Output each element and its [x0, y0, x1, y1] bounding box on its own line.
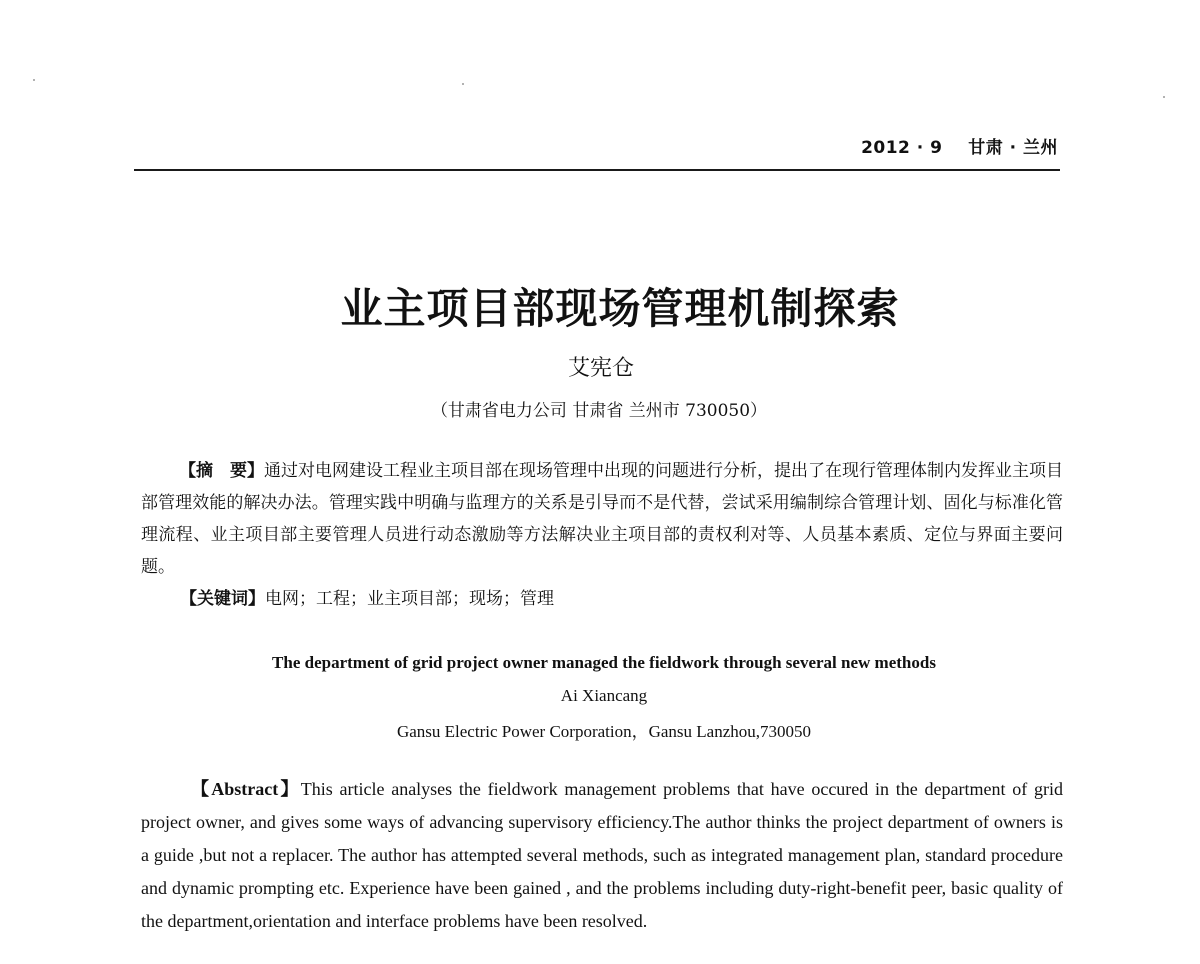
- english-abstract-label: 【Abstract】: [191, 779, 301, 799]
- author-name: 艾宪仓: [567, 356, 634, 381]
- scan-speck: [462, 83, 464, 85]
- abstract-body: 通过对电网建设工程业主项目部在现场管理中出现的问题进行分析，提出了在现行管理体制内发挥业主项目部管理效能的解决办法。管理实践中明确与监理方的关系是引导而不是代替，尝试采用编制综合管理计划、固化与标准化管理流程、业主项目部主要管理人员进行动态激励等方法解决业主项目部的责权利对等、人员基本素质、定位与界面主要问题。: [141, 461, 1063, 577]
- english-abstract-body: This article analyses the fieldwork management problems that have occured in the department of grid project owner, and gives some ways of advancing supervisory efficiency.The author thinks the project department of owners is a guide ,but not a replacer. The author has attempted several methods, such as integrated management plan, standard procedure and dynamic prompting etc. Experience have been gained , and the problems including duty-right-benefit peer, basic quality of the department,orientation and interface problems have been resolved.: [141, 779, 1063, 931]
- chinese-abstract: [141, 455, 1063, 583]
- scan-speck: [1163, 96, 1165, 98]
- english-title: The department of grid project owner managed the fieldwork through several new methods: [272, 653, 936, 672]
- issue-number: 2012 · 9: [861, 138, 943, 158]
- region-label: 甘肃 · 兰州: [968, 138, 1058, 158]
- english-author: Ai Xiancang: [560, 686, 648, 705]
- keywords-label: 【关键词】: [180, 589, 265, 609]
- paper-title: 业主项目部现场管理机制探索: [340, 284, 900, 333]
- author-affiliation: （甘肃省电力公司 甘肃省 兰州市 730050）: [430, 401, 768, 421]
- chinese-keywords: [180, 583, 554, 615]
- keywords-body: 电网；工程；业主项目部；现场；管理: [265, 589, 554, 609]
- abstract-label: 【摘 要】: [179, 461, 264, 481]
- header-divider: [134, 169, 1060, 171]
- journal-header: [861, 133, 1058, 158]
- english-abstract: [141, 773, 1063, 938]
- english-affiliation: Gansu Electric Power Corporation，Gansu Lanzhou,730050: [396, 722, 812, 741]
- scan-speck: [33, 79, 35, 81]
